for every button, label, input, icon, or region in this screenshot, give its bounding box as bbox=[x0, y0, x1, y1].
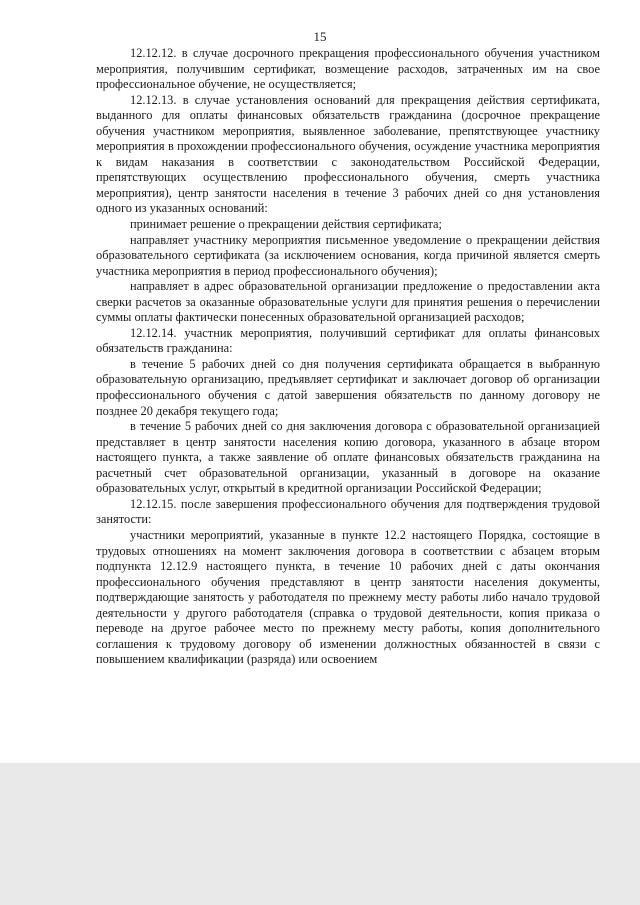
page-number: 15 bbox=[313, 29, 327, 44]
paragraph-12-12-12: 12.12.12. в случае досрочного прекращения профессионального обучения участником мероприятия, получившим сертификат, возмещение расходов, затраченных им на свое профессиональное обучение, не осуществляется; bbox=[96, 46, 600, 92]
paragraph-12-12-15: 12.12.15. после завершения профессионального обучения для подтверждения трудовой занятости: bbox=[96, 496, 600, 527]
paragraph-employment: участники мероприятий, указанные в пункте 12.2 настоящего Порядка, состоящие в трудовых отношениях на момент заключения договора в соответствии с абзацем вторым подпункта 12.12.9 настоящего пункта, в течение 10 рабочих дней с даты окончания профессионального обучения представляют в центр занятости населения документы, подтверждающие занятость у работодателя по прежнему месту работы либо начало трудовой деятельности у другого работодателя (справка о трудовой деятельности, копия приказа о переводе на другое рабочее место по прежнему месту работы, копия дополнительного соглашения к трудовому договору об изменении должностных обязанностей в связи с повышением квалификации (разряда) или освоением bbox=[96, 527, 600, 667]
paragraph-decision: принимает решение о прекращении действия сертификата; bbox=[130, 217, 442, 232]
background-area bbox=[0, 763, 640, 905]
paragraph-payment-request: в течение 5 рабочих дней со дня заключения договора с образовательной организацией представляет в центр занятости населения копию договора, указанного в абзаце втором настоящего пункта, а также заявление об оплате финансовых обязательств гражданина на расчетный счет образовательной организации, указанный в договоре на оказание образовательных услуг, открытый в кредитной организации Российской Федерации; bbox=[96, 419, 600, 496]
paragraph-notification: направляет участнику мероприятия письменное уведомление о прекращении действия образовательного сертификата (за исключением основания, когда причиной является смерть участника мероприятия в период профессионального обучения); bbox=[96, 232, 600, 278]
paragraph-12-12-13: 12.12.13. в случае установления оснований для прекращения действия сертификата, выданного для оплаты финансовых обязательств гражданина (досрочное прекращение обучения участником мероприятия, выявленное заболевание, препятствующее участнику мероприятия в прохождении профессионального обучения, осуждение участника мероприятия к видам наказания в соответствии с законодательством Российской Федерации, препятствующих осуществлению профессионального обучения, смерть участника мероприятия), центр занятости населения в течение 3 рабочих дней со дня установления одного из указанных оснований: bbox=[96, 92, 600, 216]
paragraph-12-12-14: 12.12.14. участник мероприятия, получивший сертификат для оплаты финансовых обязательств гражданина: bbox=[96, 325, 600, 356]
document-body bbox=[96, 46, 600, 668]
paragraph-reconciliation: направляет в адрес образовательной организации предложение о предоставлении акта сверки расчетов за оказанные образовательные услуги для принятия решения о перечислении суммы оплаты фактически понесенных образовательной организацией расходов; bbox=[96, 279, 600, 325]
paragraph-contract: в течение 5 рабочих дней со дня получения сертификата обращается в выбранную образовательную организацию, предъявляет сертификат и заключает договор об организации профессионального обучения с датой завершения обязательств по данному договору не позднее 20 декабря текущего года; bbox=[96, 356, 600, 418]
